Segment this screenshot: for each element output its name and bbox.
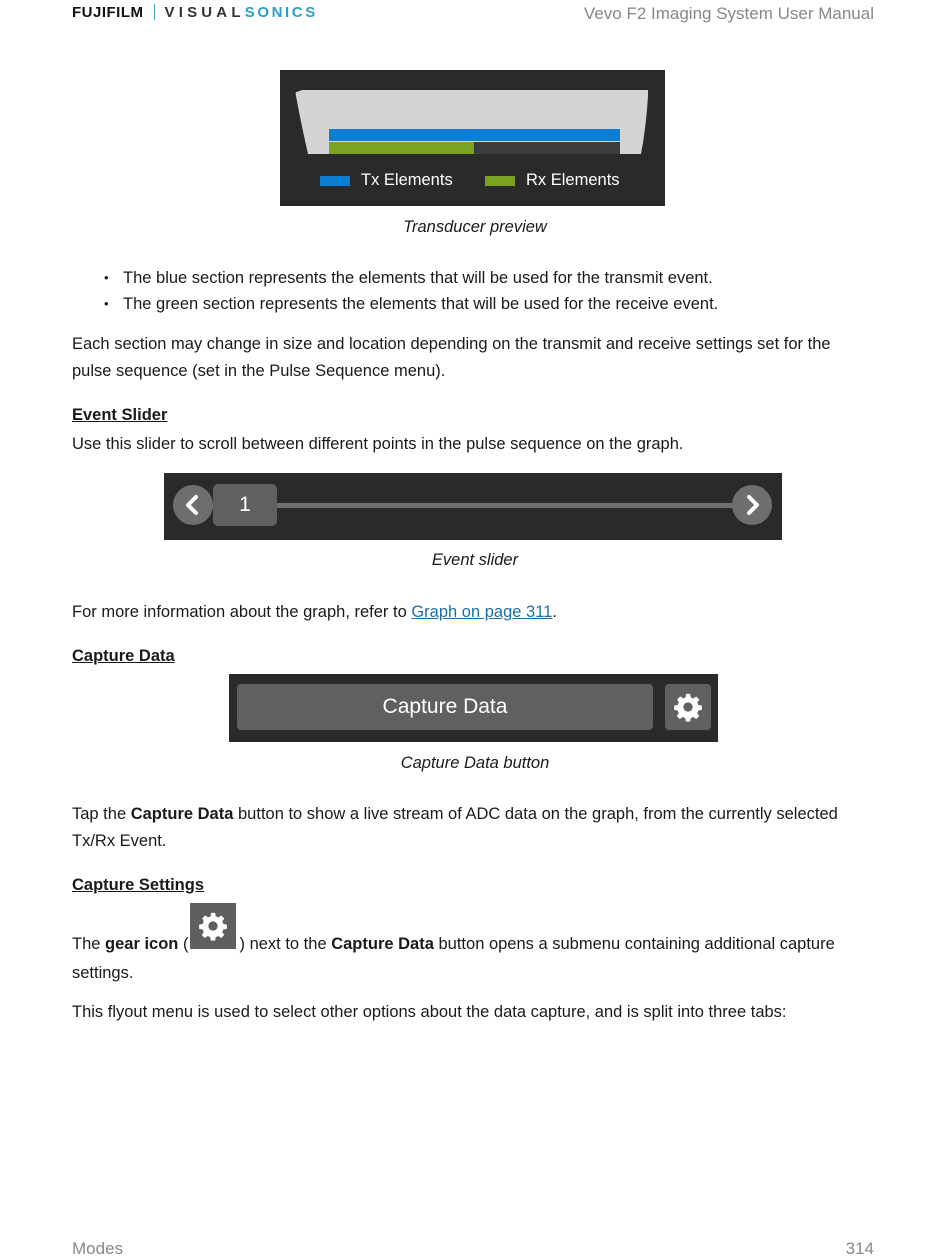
event-slider-heading: Event Slider xyxy=(72,406,168,424)
slider-next-button[interactable] xyxy=(732,485,772,525)
inline-gear-icon-image xyxy=(190,903,236,949)
paragraph-line: Tx/Rx Event. xyxy=(72,832,167,850)
capture-data-button[interactable]: Capture Data xyxy=(237,684,653,730)
bold-run: gear icon xyxy=(105,935,179,953)
gear-icon xyxy=(198,911,228,941)
footer-section-name: Modes xyxy=(72,1239,124,1258)
tx-legend-label: Tx Elements xyxy=(361,171,453,189)
transducer-preview-figure xyxy=(280,70,665,206)
text-run: ( xyxy=(178,935,189,953)
paragraph-line: Each section may change in size and location depending on the transmit and receive settings set for the xyxy=(72,335,831,353)
graph-page-link[interactable]: Graph on page 311 xyxy=(411,603,553,621)
tx-swatch xyxy=(320,176,350,186)
capture-data-heading: Capture Data xyxy=(72,647,175,665)
capture-data-figure xyxy=(229,674,718,742)
slider-track[interactable] xyxy=(212,503,734,508)
capture-settings-button[interactable] xyxy=(665,684,711,730)
bold-run: Capture Data xyxy=(331,935,434,953)
brand-fujifilm: FUJIFILM xyxy=(72,3,144,21)
rx-elements-bar xyxy=(329,142,474,154)
transducer-preview-caption: Transducer preview xyxy=(403,218,547,236)
slider-prev-button[interactable] xyxy=(173,485,213,525)
paragraph-line: settings. xyxy=(72,964,134,982)
rx-swatch xyxy=(485,176,515,186)
graph-reference-paragraph xyxy=(72,599,872,626)
text-run: Tap the xyxy=(72,805,131,823)
brand-sonics: SONICS xyxy=(244,3,318,21)
text-run: ) next to the xyxy=(239,935,332,953)
event-slider-figure xyxy=(164,473,782,540)
bullet-item: • The green section represents the elements that will be used for the receive event. xyxy=(104,294,718,320)
brand-logo xyxy=(72,2,318,22)
paragraph-line xyxy=(72,801,872,828)
section-change-paragraph xyxy=(72,331,872,385)
graph-ref-text: For more information about the graph, refer to xyxy=(72,603,412,621)
text-run: button opens a submenu containing additional capture xyxy=(433,935,835,953)
text-run: button to show a live stream of ADC data on the graph, from the currently selected xyxy=(233,805,838,823)
gear-icon xyxy=(673,692,703,722)
legend-tx xyxy=(320,171,453,190)
rx-legend-label: Rx Elements xyxy=(526,171,620,189)
capture-data-paragraph xyxy=(72,801,872,855)
document-title: Vevo F2 Imaging System User Manual xyxy=(583,4,874,23)
brand-visual: VISUAL xyxy=(164,3,245,21)
slider-thumb[interactable]: 1 xyxy=(213,484,277,526)
event-slider-description: Use this slider to scroll between different points in the pulse sequence on the graph. xyxy=(72,435,684,453)
legend-rx xyxy=(485,171,620,190)
footer-page-number: 314 xyxy=(845,1239,874,1258)
capture-settings-heading: Capture Settings xyxy=(72,876,205,894)
event-slider-caption: Event slider xyxy=(431,551,519,569)
bold-run: Capture Data xyxy=(130,805,234,823)
brand-divider xyxy=(154,4,155,20)
text-run: The xyxy=(72,935,106,953)
chevron-right-icon xyxy=(732,485,772,525)
bullet-item: • The blue section represents the elements that will be used for the transmit event. xyxy=(104,268,718,294)
tx-elements-bar xyxy=(329,129,620,141)
paragraph-line: pulse sequence (set in the Pulse Sequence menu). xyxy=(72,362,446,380)
chevron-left-icon xyxy=(173,485,213,525)
capture-data-caption: Capture Data button xyxy=(400,754,550,772)
bullet-list xyxy=(104,268,718,320)
graph-ref-suffix: . xyxy=(552,603,557,621)
flyout-menu-paragraph: This flyout menu is used to select other options about the data capture, and is split into three tabs: xyxy=(72,1003,787,1021)
